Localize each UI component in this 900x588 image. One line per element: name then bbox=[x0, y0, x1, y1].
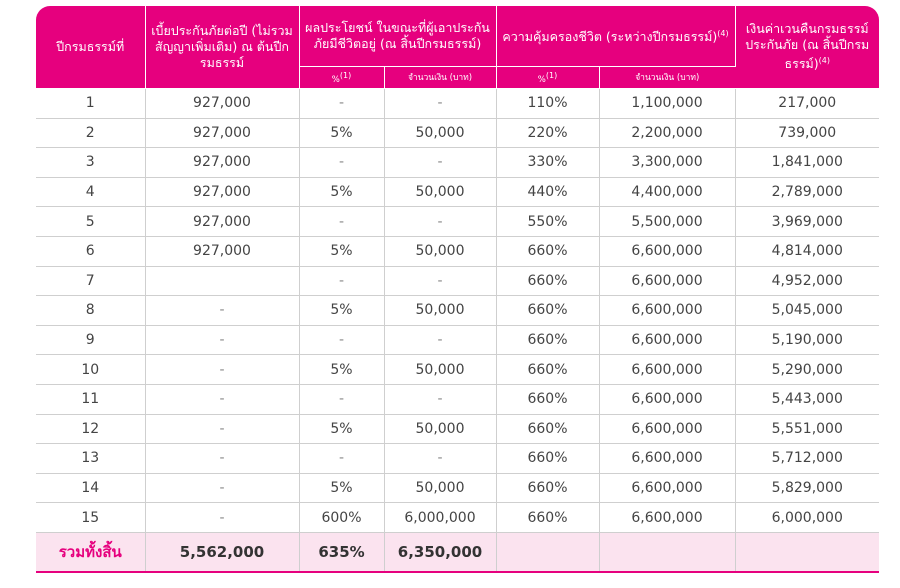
cell-benefit-pct: 5% bbox=[299, 296, 384, 326]
cell-benefit-amount: - bbox=[384, 148, 496, 178]
table-row bbox=[36, 89, 879, 119]
cell-benefit-pct: - bbox=[299, 148, 384, 178]
cell-coverage-amount: 4,400,000 bbox=[599, 177, 735, 207]
cell-year: 2 bbox=[36, 118, 145, 148]
cell-benefit-pct: 5% bbox=[299, 177, 384, 207]
total-premium: 5,562,000 bbox=[145, 532, 299, 572]
cell-coverage-amount: 1,100,000 bbox=[599, 89, 735, 119]
cell-year: 13 bbox=[36, 444, 145, 474]
cell-benefit-pct: - bbox=[299, 207, 384, 237]
cell-benefit-pct: - bbox=[299, 266, 384, 296]
header-benefit-pct: %$^{(1)}$ bbox=[299, 67, 384, 89]
cell-coverage-amount: 6,600,000 bbox=[599, 503, 735, 533]
table-row bbox=[36, 355, 879, 385]
cell-coverage-amount: 6,600,000 bbox=[599, 384, 735, 414]
cell-coverage-pct: 550% bbox=[496, 207, 599, 237]
cell-surrender: 3,969,000 bbox=[735, 207, 879, 237]
cell-surrender: 5,829,000 bbox=[735, 473, 879, 503]
cell-premium: - bbox=[145, 355, 299, 385]
benefit-table bbox=[36, 6, 879, 573]
cell-year: 15 bbox=[36, 503, 145, 533]
cell-coverage-amount: 6,600,000 bbox=[599, 266, 735, 296]
cell-benefit-pct: - bbox=[299, 384, 384, 414]
cell-benefit-pct: 5% bbox=[299, 355, 384, 385]
cell-benefit-amount: 50,000 bbox=[384, 236, 496, 266]
cell-coverage-pct: 660% bbox=[496, 236, 599, 266]
cell-year: 14 bbox=[36, 473, 145, 503]
cell-premium: - bbox=[145, 296, 299, 326]
cell-coverage-amount: 5,500,000 bbox=[599, 207, 735, 237]
cell-year: 6 bbox=[36, 236, 145, 266]
cell-year: 10 bbox=[36, 355, 145, 385]
cell-premium: - bbox=[145, 325, 299, 355]
total-label: รวมทั้งสิ้น bbox=[36, 532, 145, 572]
cell-coverage-amount: 3,300,000 bbox=[599, 148, 735, 178]
cell-benefit-amount: 50,000 bbox=[384, 177, 496, 207]
table-row bbox=[36, 414, 879, 444]
cell-benefit-amount: - bbox=[384, 266, 496, 296]
cell-benefit-amount: 50,000 bbox=[384, 414, 496, 444]
header-surrender: เงินค่าเวนคืนกรมธรรม์ประกันภัย (ณ สิ้นปีกรมธรรม์)$^{(4)}$ bbox=[735, 6, 879, 89]
cell-premium: - bbox=[145, 503, 299, 533]
cell-premium bbox=[145, 266, 299, 296]
header-year: ปีกรมธรรม์ที่ bbox=[36, 6, 145, 89]
cell-year: 11 bbox=[36, 384, 145, 414]
cell-premium: - bbox=[145, 473, 299, 503]
cell-premium: 927,000 bbox=[145, 236, 299, 266]
cell-benefit-pct: 600% bbox=[299, 503, 384, 533]
total-row bbox=[36, 532, 879, 572]
table-row bbox=[36, 384, 879, 414]
cell-year: 1 bbox=[36, 89, 145, 119]
cell-premium: 927,000 bbox=[145, 207, 299, 237]
cell-benefit-pct: 5% bbox=[299, 236, 384, 266]
table-row bbox=[36, 177, 879, 207]
cell-benefit-amount: 50,000 bbox=[384, 296, 496, 326]
cell-benefit-amount: - bbox=[384, 89, 496, 119]
cell-surrender: 1,841,000 bbox=[735, 148, 879, 178]
cell-coverage-amount: 6,600,000 bbox=[599, 444, 735, 474]
table-row bbox=[36, 236, 879, 266]
cell-year: 9 bbox=[36, 325, 145, 355]
cell-year: 7 bbox=[36, 266, 145, 296]
cell-coverage-amount: 6,600,000 bbox=[599, 414, 735, 444]
cell-benefit-pct: - bbox=[299, 444, 384, 474]
cell-benefit-pct: - bbox=[299, 325, 384, 355]
cell-coverage-pct: 440% bbox=[496, 177, 599, 207]
cell-surrender: 5,190,000 bbox=[735, 325, 879, 355]
cell-surrender: 5,551,000 bbox=[735, 414, 879, 444]
total-benefit-pct: 635% bbox=[299, 532, 384, 572]
cell-coverage-pct: 660% bbox=[496, 503, 599, 533]
cell-surrender: 739,000 bbox=[735, 118, 879, 148]
table-row bbox=[36, 266, 879, 296]
cell-premium: 927,000 bbox=[145, 148, 299, 178]
cell-benefit-pct: 5% bbox=[299, 473, 384, 503]
total-coverage-amount-empty bbox=[599, 532, 735, 572]
total-surrender-empty bbox=[735, 532, 879, 572]
table-row bbox=[36, 325, 879, 355]
cell-surrender: 6,000,000 bbox=[735, 503, 879, 533]
table-row bbox=[36, 444, 879, 474]
cell-surrender: 217,000 bbox=[735, 89, 879, 119]
cell-benefit-amount: - bbox=[384, 207, 496, 237]
cell-year: 8 bbox=[36, 296, 145, 326]
cell-year: 3 bbox=[36, 148, 145, 178]
cell-premium: 927,000 bbox=[145, 177, 299, 207]
cell-coverage-amount: 6,600,000 bbox=[599, 325, 735, 355]
cell-benefit-pct: 5% bbox=[299, 118, 384, 148]
total-benefit-amount: 6,350,000 bbox=[384, 532, 496, 572]
cell-surrender: 2,789,000 bbox=[735, 177, 879, 207]
cell-surrender: 5,290,000 bbox=[735, 355, 879, 385]
cell-benefit-pct: 5% bbox=[299, 414, 384, 444]
cell-coverage-pct: 660% bbox=[496, 444, 599, 474]
cell-benefit-amount: 50,000 bbox=[384, 118, 496, 148]
table-row bbox=[36, 148, 879, 178]
header-premium: เบี้ยประกันภัยต่อปี (ไม่รวมสัญญาเพิ่มเติม) ณ ต้นปีกรมธรรม์ bbox=[145, 6, 299, 89]
cell-coverage-amount: 6,600,000 bbox=[599, 473, 735, 503]
cell-coverage-amount: 6,600,000 bbox=[599, 236, 735, 266]
cell-year: 12 bbox=[36, 414, 145, 444]
cell-coverage-amount: 6,600,000 bbox=[599, 355, 735, 385]
cell-coverage-pct: 110% bbox=[496, 89, 599, 119]
cell-benefit-amount: - bbox=[384, 444, 496, 474]
cell-premium: 927,000 bbox=[145, 118, 299, 148]
cell-year: 5 bbox=[36, 207, 145, 237]
cell-year: 4 bbox=[36, 177, 145, 207]
cell-coverage-amount: 2,200,000 bbox=[599, 118, 735, 148]
cell-coverage-pct: 330% bbox=[496, 148, 599, 178]
cell-coverage-pct: 220% bbox=[496, 118, 599, 148]
cell-benefit-amount: - bbox=[384, 384, 496, 414]
header-benefit-amount: จำนวนเงิน (บาท) bbox=[384, 67, 496, 89]
table-row bbox=[36, 503, 879, 533]
cell-premium: 927,000 bbox=[145, 89, 299, 119]
cell-coverage-pct: 660% bbox=[496, 266, 599, 296]
header-benefit: ผลประโยชน์ ในขณะที่ผู้เอาประกันภัยมีชีวิตอยู่ (ณ สิ้นปีกรมธรรม์) bbox=[299, 6, 496, 67]
cell-surrender: 5,712,000 bbox=[735, 444, 879, 474]
cell-benefit-pct: - bbox=[299, 89, 384, 119]
cell-surrender: 4,952,000 bbox=[735, 266, 879, 296]
total-coverage-pct-empty bbox=[496, 532, 599, 572]
cell-coverage-pct: 660% bbox=[496, 296, 599, 326]
cell-premium: - bbox=[145, 414, 299, 444]
cell-premium: - bbox=[145, 444, 299, 474]
cell-benefit-amount: 50,000 bbox=[384, 473, 496, 503]
table-row bbox=[36, 207, 879, 237]
cell-coverage-amount: 6,600,000 bbox=[599, 296, 735, 326]
header-coverage-pct: %$^{(1)}$ bbox=[496, 67, 599, 89]
table-row bbox=[36, 473, 879, 503]
cell-surrender: 5,045,000 bbox=[735, 296, 879, 326]
cell-benefit-amount: 6,000,000 bbox=[384, 503, 496, 533]
header-coverage: ความคุ้มครองชีวิต (ระหว่างปีกรมธรรม์)$^{(4)}$ bbox=[496, 6, 735, 67]
benefit-table-container bbox=[36, 6, 879, 573]
cell-coverage-pct: 660% bbox=[496, 414, 599, 444]
cell-coverage-pct: 660% bbox=[496, 325, 599, 355]
header-coverage-amount: จำนวนเงิน (บาท) bbox=[599, 67, 735, 89]
cell-coverage-pct: 660% bbox=[496, 473, 599, 503]
cell-coverage-pct: 660% bbox=[496, 384, 599, 414]
table-row bbox=[36, 296, 879, 326]
cell-benefit-amount: - bbox=[384, 325, 496, 355]
cell-coverage-pct: 660% bbox=[496, 355, 599, 385]
table-row bbox=[36, 118, 879, 148]
cell-benefit-amount: 50,000 bbox=[384, 355, 496, 385]
table-body bbox=[36, 89, 879, 572]
cell-surrender: 4,814,000 bbox=[735, 236, 879, 266]
cell-premium: - bbox=[145, 384, 299, 414]
cell-surrender: 5,443,000 bbox=[735, 384, 879, 414]
